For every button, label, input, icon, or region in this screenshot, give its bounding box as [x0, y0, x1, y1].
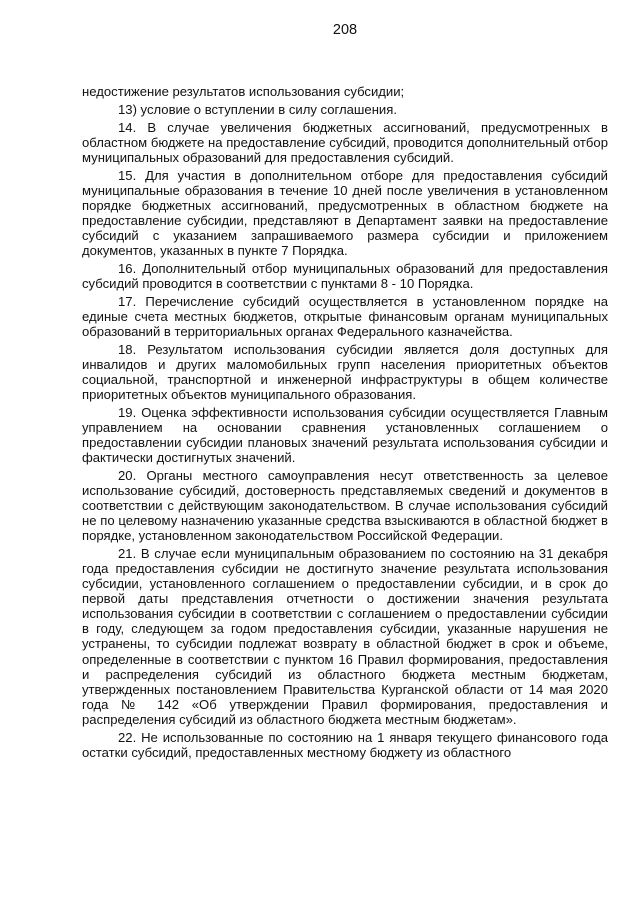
paragraph-item-19: 19. Оценка эффективности использования субсидии осуществляется Главным управлением на основании сравнения установленных соглашением о предоставлении субсидии плановых значений результата использования субсидии и фактически достигнутых значений.	[82, 404, 608, 465]
paragraph-item-22: 22. Не использованные по состоянию на 1 января текущего финансового года остатки субсидий, предоставленных местному бюджету из областного	[82, 729, 608, 760]
paragraph-item-15: 15. Для участия в дополнительном отборе для предоставления субсидий муниципальные образования в течение 10 дней после увеличения в установленном порядке бюджетных ассигнований, предусмотренных в областном бюджете на предоставление субсидии, представляют в Департамент заявки на предоставление субсидий с указанием запрашиваемого размера субсидии и приложением документов, указанных в пункте 7 Порядка.	[82, 167, 608, 258]
paragraph-item-18: 18. Результатом использования субсидии является доля доступных для инвалидов и других маломобильных групп населения приоритетных объектов социальной, транспортной и инженерной инфраструктуры в общем количестве приоритетных объектов муниципального образования.	[82, 341, 608, 402]
paragraph-item-20: 20. Органы местного самоуправления несут ответственность за целевое использование субсидий, достоверность представляемых сведений и документов в соответствии с действующим законодательством. В случае использования субсидий не по целевому назначению указанные средства взыскиваются в областной бюджет в порядке, установленном законодательством Российской Федерации.	[82, 467, 608, 544]
paragraph-item-21: 21. В случае если муниципальным образованием по состоянию на 31 декабря года предоставления субсидии не достигнуто значение результата использования субсидии, установленного соглашением о предоставлении субсидии, и в срок до первой даты представления отчетности о достижении значения результата использования субсидии в соответствии с соглашением о предоставлении субсидии в году, следующем за годом предоставления субсидии, указанные нарушения не устранены, то субсидии подлежат возврату в областной бюджет в срок и объеме, определенные в соответствии с пунктом 16 Правил формирования, предоставления и распределения субсидий из областного бюджета местным бюджетам, утвержденных постановлением Правительства Курганской области от 14 мая 2020 года № 142 «Об утверждении Правил формирования, предоставления и распределения субсидий из областного бюджета местным бюджетам».	[82, 545, 608, 727]
paragraph-item-17: 17. Перечисление субсидий осуществляется в установленном порядке на единые счета местных бюджетов, открытые финансовым органам муниципальных образований в территориальных органах Федерального казначейства.	[82, 293, 608, 339]
page-number: 208	[332, 22, 358, 38]
paragraph-item-13: 13) условие о вступлении в силу соглашения.	[118, 101, 397, 117]
paragraph-item-16: 16. Дополнительный отбор муниципальных образований для предоставления субсидий проводится в соответствии с пунктами 8 - 10 Порядка.	[82, 260, 608, 291]
document-body	[82, 84, 608, 763]
paragraph-item-14: 14. В случае увеличения бюджетных ассигнований, предусмотренных в областном бюджете на предоставление субсидий, проводится дополнительный отбор муниципальных образований для предоставления субсидий.	[82, 119, 608, 165]
paragraph-continuation: недостижение результатов использования субсидии;	[82, 84, 405, 99]
